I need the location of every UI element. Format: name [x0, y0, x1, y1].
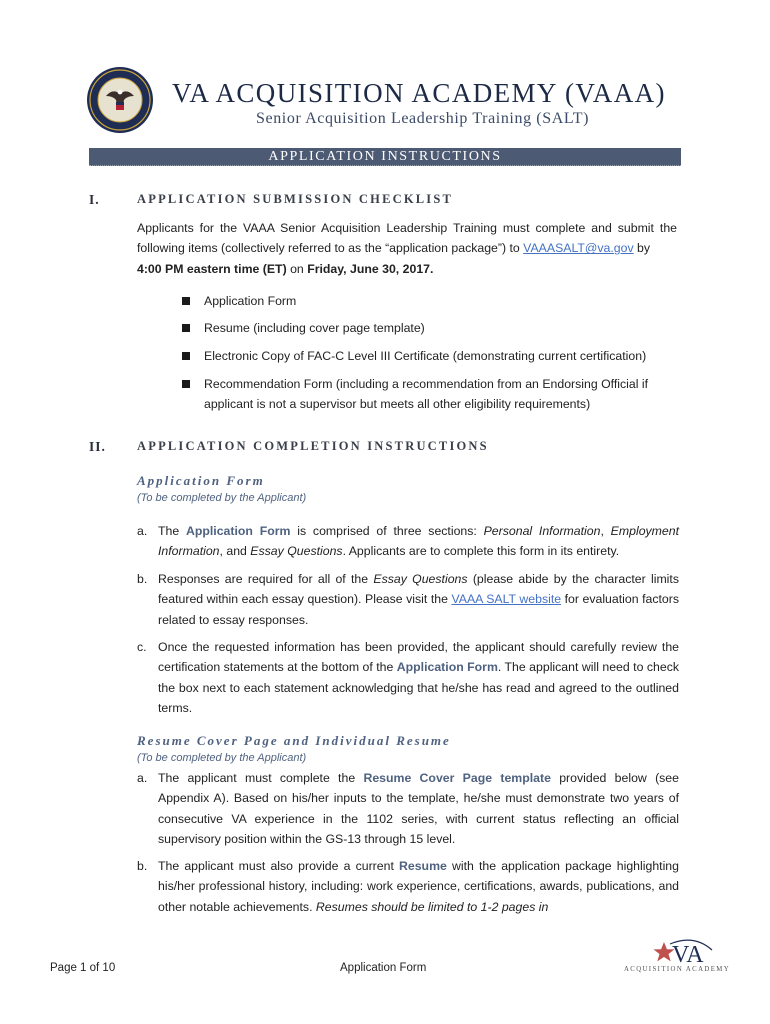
- text-run: Once the requested information has been provided, the applicant should carefully review the certification statements at the bottom of the: [158, 640, 679, 675]
- text-run: (please abide by the character limits featured within each essay question). Please visit the: [158, 572, 679, 607]
- checklist-item: [180, 346, 680, 366]
- intro-text-1: Applicants for the VAAA Senior Acquisition Leadership Training must complete and submit the following items (collectively referred to as the “application package”) to: [137, 221, 677, 256]
- item-text: [158, 521, 679, 562]
- checklist-item-label: Application Form: [204, 294, 297, 308]
- app-form-item-c: [137, 637, 679, 719]
- page-title: VA ACQUISITION ACADEMY (VAAA): [172, 78, 666, 108]
- highlight-term: Resume: [399, 859, 447, 873]
- deadline-time: 4:00 PM eastern time (ET): [137, 261, 287, 276]
- emphasis: Resumes should be limited to 1-2 pages in: [315, 899, 549, 914]
- text-run: The applicant must complete the: [158, 771, 364, 785]
- emphasis: Essay Questions: [250, 544, 343, 559]
- resume-item-a: [137, 768, 679, 850]
- app-form-item-b: [137, 569, 679, 630]
- emphasis: Employment Information: [158, 524, 680, 559]
- email-link[interactable]: VAAASALT@va.gov: [523, 241, 634, 256]
- checklist-item: [180, 318, 680, 338]
- intro-text-3: on: [286, 261, 308, 276]
- page-number: Page 1 of 10: [50, 962, 116, 974]
- square-bullet-icon: [182, 324, 190, 332]
- text-run: The: [158, 524, 186, 538]
- item-letter: c.: [137, 640, 147, 654]
- application-form-note: (To be completed by the Applicant): [137, 492, 307, 504]
- resume-item-b: [137, 856, 679, 917]
- application-form-heading: Application Form: [137, 473, 265, 488]
- square-bullet-icon: [182, 297, 190, 305]
- text-run: . Applicants are to complete this form in its entirety.: [342, 544, 620, 559]
- item-letter: a.: [137, 771, 148, 785]
- footer-logo-text: ACQUISITION ACADEMY: [623, 966, 731, 973]
- item-text: [158, 569, 679, 630]
- highlight-term: Application Form: [396, 660, 498, 675]
- text-run: for evaluation factors related to essay responses.: [158, 592, 679, 627]
- text-run: . The applicant will need to check the box next to each statement acknowledging that he/she has read and agreed to the outlined terms.: [158, 660, 680, 716]
- intro-text-2: by: [633, 241, 651, 256]
- square-bullet-icon: [182, 352, 190, 360]
- item-text: [158, 637, 679, 719]
- section-1-heading: APPLICATION SUBMISSION CHECKLIST: [137, 192, 454, 206]
- text-run: with the application package highlighting his/her professional history, including: work experience, certifications, awards, publications, and other notable achievements.: [158, 859, 679, 914]
- deadline-date: Friday, June 30, 2017.: [307, 261, 434, 276]
- emphasis: Essay Questions: [373, 572, 468, 586]
- logo-mark: VA: [672, 942, 704, 968]
- square-bullet-icon: [182, 380, 190, 388]
- text-run: , and: [219, 544, 251, 559]
- text-run: is comprised of three sections:: [290, 524, 484, 538]
- resume-note: (To be completed by the Applicant): [137, 752, 307, 764]
- checklist-item-label: Resume (including cover page template): [204, 321, 425, 335]
- text-run: The applicant must also provide a current: [158, 859, 399, 873]
- section-2-heading: APPLICATION COMPLETION INSTRUCTIONS: [137, 439, 489, 453]
- page-subtitle: Senior Acquisition Leadership Training (SALT): [256, 110, 590, 127]
- checklist-item-label: Electronic Copy of FAC-C Level III Certificate (demonstrating current certification): [204, 349, 647, 363]
- vaaa-salt-website-link[interactable]: VAAA SALT website: [451, 592, 562, 607]
- app-form-item-a: [137, 521, 679, 562]
- highlight-term: Application Form: [185, 524, 291, 538]
- va-acquisition-academy-logo: [624, 936, 728, 980]
- footer-title: Application Form: [340, 962, 427, 974]
- item-letter: b.: [137, 572, 148, 586]
- item-letter: a.: [137, 524, 148, 538]
- item-letter: b.: [137, 859, 148, 873]
- instructions-banner: APPLICATION INSTRUCTIONS: [89, 148, 681, 166]
- item-text: [158, 856, 679, 917]
- item-text: [158, 768, 679, 850]
- emphasis: Personal Information: [483, 524, 601, 538]
- section-2-number: II.: [89, 439, 106, 454]
- checklist-item-label: Recommendation Form (including a recommendation from an Endorsing Official if applicant is not a supervisor but meets all other eligibility requirements): [204, 377, 649, 412]
- checklist-item: [180, 291, 680, 311]
- section-1-number: I.: [89, 192, 100, 207]
- resume-heading: Resume Cover Page and Individual Resume: [137, 733, 451, 748]
- highlight-term: Resume Cover Page template: [363, 771, 551, 785]
- text-run: Responses are required for all of the: [158, 572, 374, 586]
- va-seal-icon: [86, 66, 154, 134]
- checklist-intro: [137, 218, 677, 279]
- checklist-item: [180, 374, 680, 415]
- text-run: provided below (see Appendix A). Based on his/her inputs to the template, he/she must demonstrate two years of consecutive VA experience in the 1102 series, with current status reflecting an official supervisory position within the GS-13 through 15 level.: [158, 771, 679, 847]
- text-run: ,: [600, 524, 611, 538]
